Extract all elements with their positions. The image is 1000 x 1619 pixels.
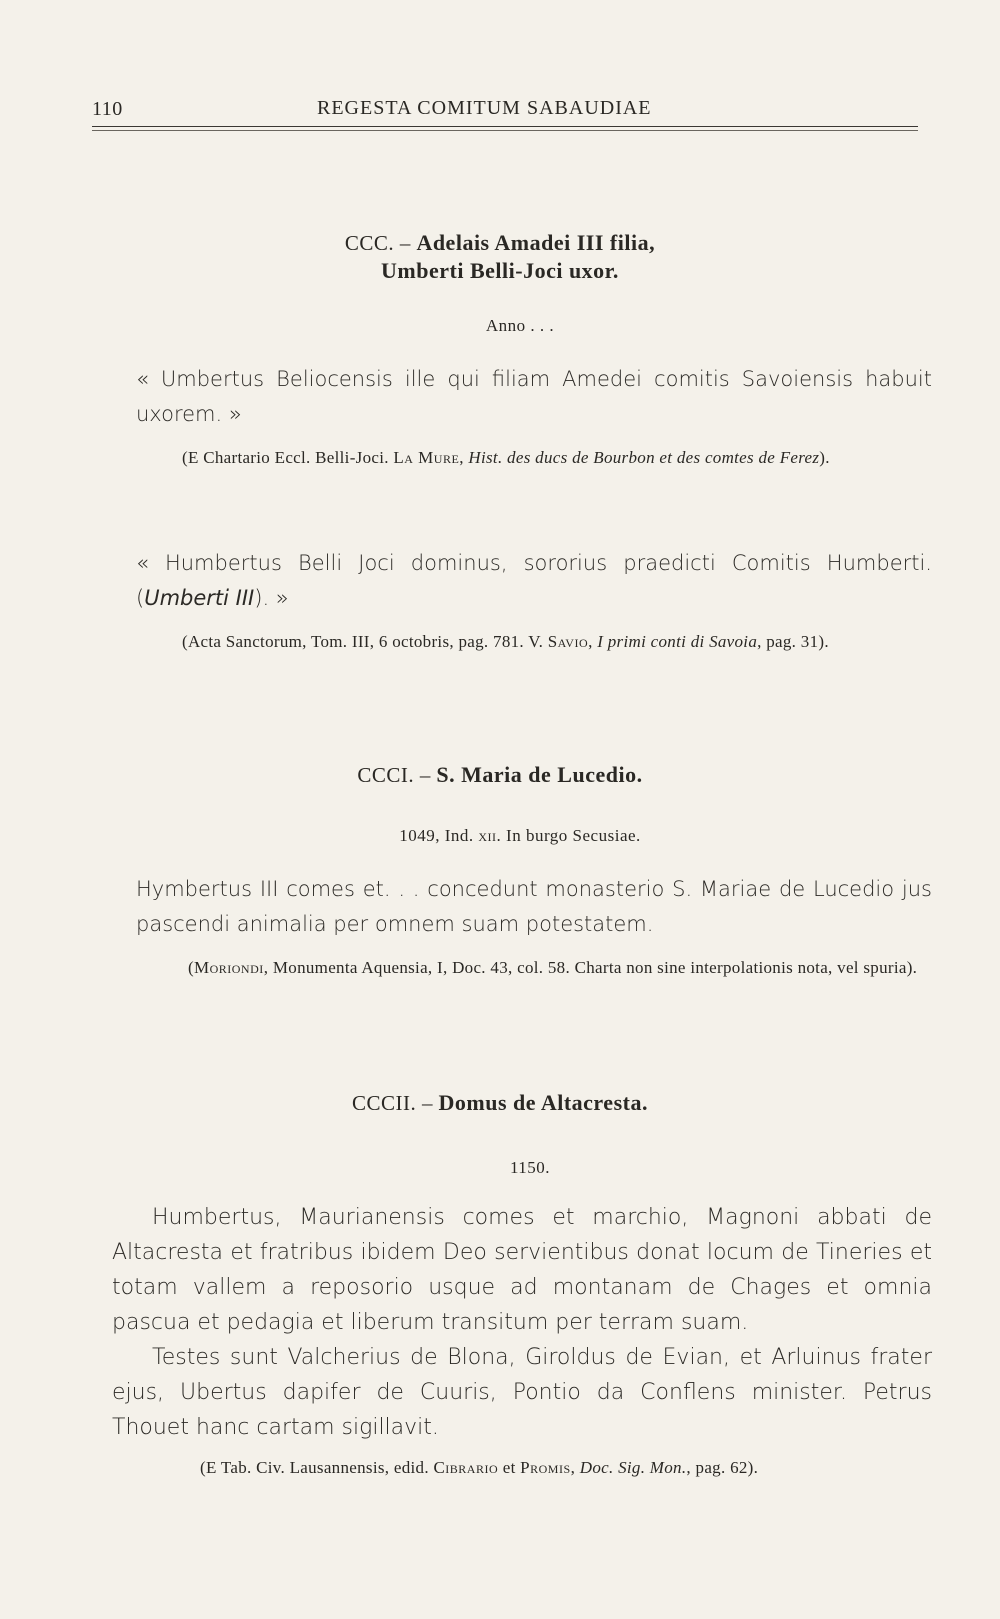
entry-ccc-subtitle: Umberti Belli-Joci uxor. bbox=[381, 258, 619, 283]
ccci-source-author: Moriondi bbox=[193, 958, 264, 977]
entry-cccii-title: Domus de Altacresta. bbox=[438, 1090, 648, 1115]
header-rule bbox=[92, 126, 918, 127]
quote2-text-b: ). » bbox=[254, 586, 289, 610]
entry-ccci-text bbox=[136, 872, 932, 942]
cccii-source-author1: Cibrario bbox=[433, 1458, 499, 1477]
source2-prefix: (Acta Sanctorum, Tom. III, 6 octobris, pag. 781. V. bbox=[182, 632, 544, 651]
source2-sep: , bbox=[588, 632, 593, 651]
entry-cccii-number: CCCII. – bbox=[352, 1091, 434, 1115]
entry-ccci-heading bbox=[0, 762, 1000, 788]
entry-ccci-indiction: xii bbox=[478, 826, 497, 845]
entry-ccci-title: S. Maria de Lucedio. bbox=[436, 762, 643, 787]
cccii-source-work: Doc. Sig. Mon. bbox=[579, 1458, 687, 1477]
source1-suffix: ). bbox=[819, 448, 830, 467]
entry-ccci-text-body: Hymbertus III comes et. . . concedunt monasterio S. Mariae de Lucedio jus pascendi animalia per omnem suam potestatem. bbox=[136, 877, 932, 936]
source1-prefix: (E Chartario Eccl. Belli-Joci. bbox=[182, 448, 389, 467]
quote2-italic: Umberti III bbox=[144, 586, 255, 610]
entry-cccii-text2: Testes sunt Valcherius de Blona, Giroldus de Evian, et Arluinus frater ejus, Ubertus dapifer de Cuuris, Pontio da Conflens minister. Petrus Thouet hanc cartam sigillavit. bbox=[112, 1345, 932, 1440]
entry-ccci-date-a: 1049, Ind. bbox=[399, 826, 474, 845]
running-title: REGESTA COMITUM SABAUDIAE bbox=[317, 97, 652, 119]
entry-cccii-date: 1150. bbox=[509, 1158, 551, 1177]
entry-ccc-quote1-text: « Umbertus Beliocensis ille qui filiam Amedei comitis Savoiensis habuit uxorem. » bbox=[136, 367, 932, 426]
cccii-source-suffix: , pag. 62). bbox=[686, 1458, 759, 1477]
page-header bbox=[92, 88, 918, 122]
page-number: 110 bbox=[92, 98, 123, 120]
entry-cccii-text bbox=[112, 1200, 932, 1445]
entry-cccii-text1: Humbertus, Maurianensis comes et marchio, Magnoni abbati de Altacresta et fratribus ibidem Deo servientibus donat locum de Tineries et totam vallem a reposorio usque ad montanam de Chages et omnia pascua et pedagia et liberum transitum per terram suam. bbox=[112, 1205, 932, 1335]
cccii-source-sep: , bbox=[570, 1458, 576, 1477]
entry-ccc-source1 bbox=[142, 444, 932, 471]
source2-suffix: , pag. 31). bbox=[757, 632, 829, 651]
source2-work: I primi conti di Savoia bbox=[597, 632, 758, 651]
entry-ccc-number: CCC. – bbox=[344, 231, 411, 255]
entry-ccci-date bbox=[40, 826, 1000, 846]
entry-ccc-title: Adelais Amadei III filia, bbox=[416, 230, 656, 255]
entry-ccc-source2 bbox=[142, 628, 932, 655]
cccii-source-prefix: (E Tab. Civ. Lausannensis, edid. bbox=[200, 1458, 429, 1477]
entry-cccii-para2 bbox=[112, 1340, 932, 1445]
source1-author: La Mure bbox=[393, 448, 460, 467]
entry-ccc-quote1 bbox=[136, 362, 932, 432]
entry-cccii-heading bbox=[0, 1090, 1000, 1116]
cccii-source-mid: et bbox=[502, 1458, 516, 1477]
quote2-text-a: « Humbertus Belli Joci dominus, sororius praedicti Comitis Humberti. ( bbox=[136, 551, 932, 610]
entry-ccc-heading bbox=[0, 230, 1000, 256]
entry-ccc-quote2 bbox=[136, 546, 932, 616]
entry-ccci-date-b: . In burgo Secusiae. bbox=[496, 826, 641, 845]
header-rule-thin bbox=[92, 130, 918, 131]
cccii-source-author2: Promis bbox=[520, 1458, 571, 1477]
ccci-source-rest: , Monumenta Aquensia, I, Doc. 43, col. 58. Charta non sine interpolationis nota, vel spuria). bbox=[263, 958, 918, 977]
source1-sep: , bbox=[459, 448, 464, 467]
entry-cccii-source bbox=[160, 1454, 932, 1481]
source1-work: Hist. des ducs de Bourbon et des comtes de Ferez bbox=[468, 448, 820, 467]
source2-author: Savio bbox=[547, 632, 589, 651]
entry-ccci-source bbox=[148, 954, 932, 981]
ccci-source-prefix: ( bbox=[188, 958, 194, 977]
entry-ccci-number: CCCI. – bbox=[357, 763, 431, 787]
entry-ccc-date: Anno . . . bbox=[485, 316, 555, 335]
entry-cccii-para1 bbox=[112, 1200, 932, 1340]
